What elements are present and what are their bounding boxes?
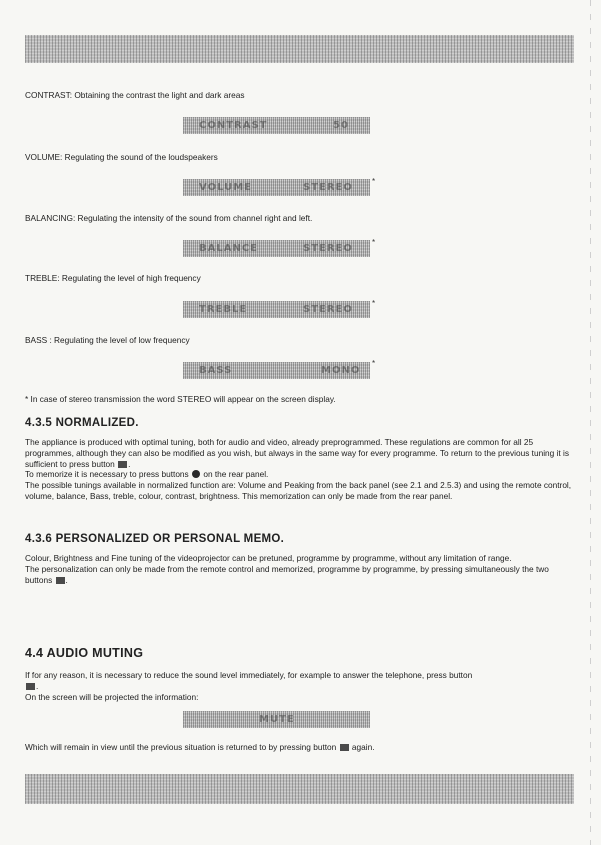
rear-panel-button-icon [192,470,200,478]
mute-osd-display [183,711,370,728]
personalized-heading: 4.3.6 PERSONALIZED OR PERSONAL MEMO. [25,533,285,545]
bottom-halftone-band [25,774,574,804]
normalized-text-1-end: . [128,458,131,469]
bass-osd-value: MONO [321,365,361,376]
muting-closing-paragraph [25,742,577,753]
balancing-asterisk: * [372,238,376,247]
remote-button-icon [118,461,127,468]
muting-text-3-end: again. [351,742,375,752]
volume-osd-display [183,179,370,196]
bass-description: BASS : Regulating the level of low frequency [25,335,190,345]
bass-asterisk: * [372,359,376,368]
bass-osd-display [183,362,370,379]
treble-osd-label: TREBLE [199,304,248,315]
balancing-osd-display [183,240,370,257]
balancing-osd-value: STEREO [303,243,353,254]
personalized-text-2-end: . [65,574,68,585]
volume-description: VOLUME: Regulating the sound of the loudspeakers [25,152,218,162]
normalized-heading: 4.3.5 NORMALIZED. [25,417,139,429]
contrast-description: CONTRAST: Obtaining the contrast the light and dark areas [25,90,245,100]
normalized-paragraph [25,437,577,502]
normalized-text-2: To memorize it is necessary to press buttons [25,469,189,480]
personalized-text-1: Colour, Brightness and Fine tuning of the videoprojector can be pretuned, programme by programme, without any limitation of range. [25,553,512,563]
mute-osd-label: MUTE [259,714,295,725]
bass-osd-label: BASS [199,365,233,376]
page-edge-line [590,0,591,845]
muting-paragraph [25,670,577,702]
volume-osd-label: VOLUME [199,182,252,193]
muting-text-1: If for any reason, it is necessary to reduce the sound level immediately, for example to answer the telephone, press button [25,670,473,680]
muting-text-2: On the screen will be projected the information: [25,691,199,702]
volume-osd-value: STEREO [303,182,353,193]
treble-description: TREBLE: Regulating the level of high frequency [25,273,201,283]
remote-button-icon [340,744,349,751]
muting-text-1-end: . [36,680,39,691]
remote-button-icon [26,683,35,690]
treble-osd-value: STEREO [303,304,353,315]
treble-asterisk: * [372,299,376,308]
normalized-text-1: The appliance is produced with optimal tuning, both for audio and video, already preprogrammed. These regulations are common for all 25 programmes, although they can also be modified as you wish, but always in the same way for every programme. To return to the previous tuning it is sufficient to press button [25,437,570,469]
treble-osd-display [183,301,370,318]
muting-text-3: Which will remain in view until the previous situation is returned to by pressing button [25,742,337,752]
stereo-footnote: * In case of stereo transmission the word STEREO will appear on the screen display. [25,394,336,404]
volume-asterisk: * [372,177,376,186]
muting-heading: 4.4 AUDIO MUTING [25,646,144,660]
normalized-text-2-end: on the rear panel. [203,469,269,480]
top-halftone-band [25,35,574,63]
normalized-text-3: The possible tunings available in normalized function are: Volume and Peaking from the back panel (see 2.1 and 2.5.3) and using the remote control, volume, balance, Bass, treble, colour, contrast, brightness. This memorization can only be made from the rear panel. [25,480,572,501]
contrast-osd-display [183,117,370,134]
balancing-osd-label: BALANCE [199,243,259,254]
balancing-description: BALANCING: Regulating the intensity of the sound from channel right and left. [25,213,313,223]
remote-button-icon [56,577,65,584]
personalized-text-2: The personalization can only be made from the remote control and memorized, programme by programme, by pressing simultaneously the two buttons [25,563,549,585]
contrast-osd-label: CONTRAST [199,120,268,131]
contrast-osd-value: 50 [333,120,349,131]
personalized-paragraph [25,553,577,585]
